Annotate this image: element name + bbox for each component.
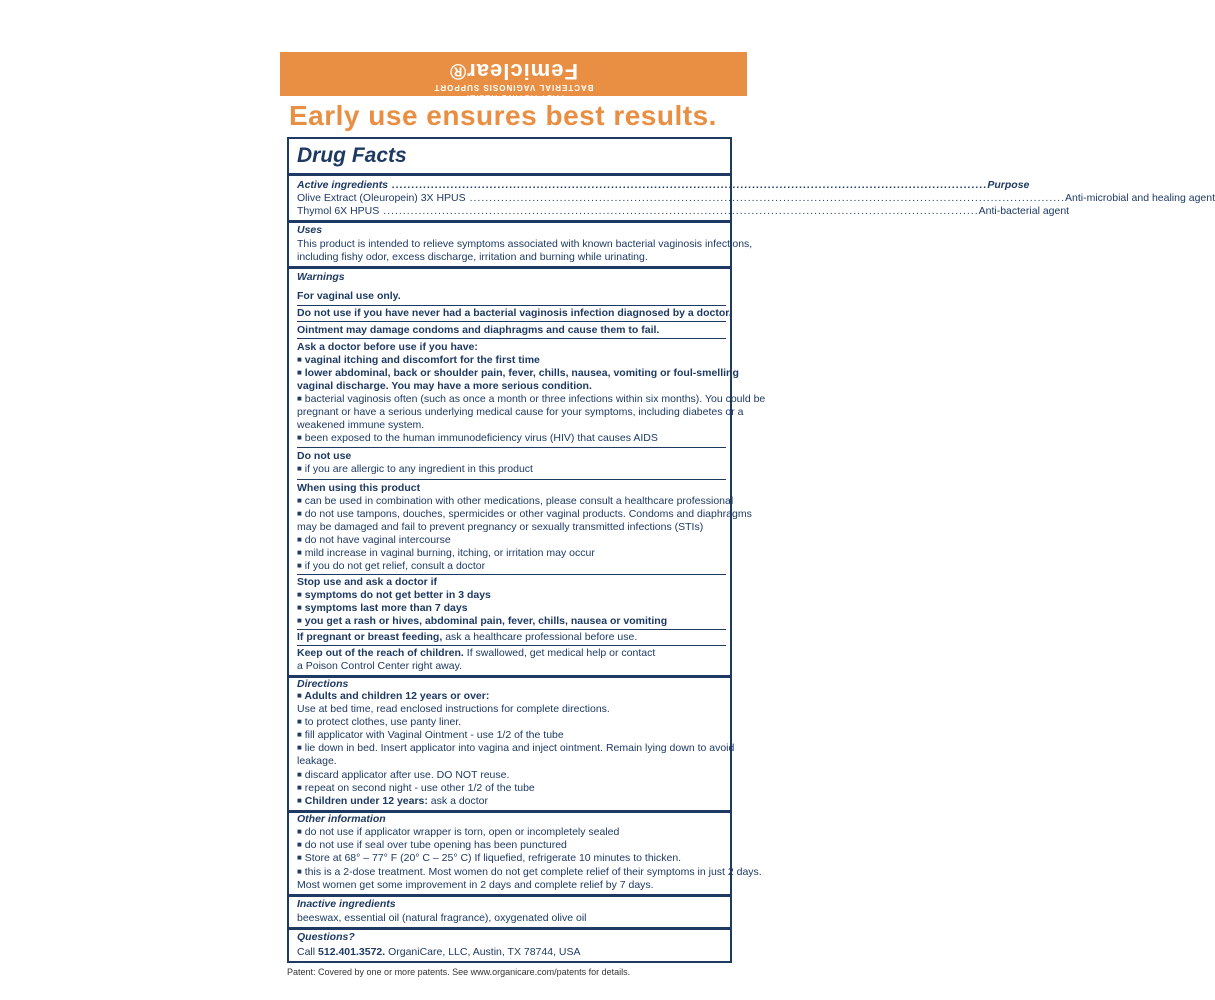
- divider: [297, 629, 726, 630]
- bullet-icon: ■: [297, 561, 302, 570]
- bullet-icon: ■: [297, 691, 302, 700]
- bullet-icon: ■: [297, 433, 302, 442]
- do-not-use-never: Do not use if you have never had a bacterial vaginosis infection diagnosed by a doctor.: [297, 307, 732, 319]
- drug-facts-title: Drug Facts: [297, 144, 407, 167]
- divider: [289, 927, 730, 930]
- leader-dots: ........................................................................................................................................................: [388, 179, 988, 191]
- ask-doctor-item-cont: vaginal discharge. You may have a more serious condition.: [297, 380, 592, 392]
- bullet-icon: ■: [297, 603, 302, 612]
- ask-doctor-header: Ask a doctor before use if you have:: [297, 341, 478, 353]
- active-ingredient-row: [297, 205, 1070, 217]
- directions-item: ■ repeat on second night - use other 1/2 of the tube: [297, 782, 535, 794]
- flap-text-rotated: [280, 52, 747, 102]
- divider: [289, 675, 730, 678]
- stop-use-item: ■ you get a rash or hives, abdominal pain, fever, chills, nausea or vomiting: [297, 615, 668, 627]
- bullet-icon: ■: [297, 616, 302, 625]
- uses-text: This product is intended to relieve symptoms associated with known bacterial vaginosis infections,: [297, 238, 753, 250]
- stop-use-header: Stop use and ask a doctor if: [297, 576, 438, 588]
- bullet-icon: ■: [297, 827, 302, 836]
- other-info-item: ■ do not use if seal over tube opening has been punctured: [297, 839, 567, 851]
- bullet-icon: ■: [297, 796, 302, 805]
- ingredient-purpose: Anti-bacterial agent: [978, 205, 1070, 217]
- bullet-icon: ■: [297, 368, 302, 377]
- directions-item-cont: leakage.: [297, 755, 337, 767]
- other-info-item: ■ do not use if applicator wrapper is torn, open or incompletely sealed: [297, 826, 620, 838]
- uses-header: Uses: [297, 224, 323, 236]
- bullet-icon: ■: [297, 840, 302, 849]
- when-using-item: ■ do not use tampons, douches, spermicides or other vaginal products. Condoms and diaphragms: [297, 508, 752, 520]
- when-using-item: ■ can be used in combination with other medications, please consult a healthcare professional: [297, 495, 734, 507]
- bullet-icon: ■: [297, 548, 302, 557]
- ask-doctor-item: ■ been exposed to the human immunodeficiency virus (HIV) that causes AIDS: [297, 432, 658, 444]
- other-info-item: ■ this is a 2-dose treatment. Most women do not get complete relief of their symptoms in just 2 days.: [297, 866, 762, 878]
- questions-header: Questions?: [297, 931, 355, 943]
- flap-tagline: FAST-ACTING RELIEF: [463, 93, 564, 102]
- directions-item: ■ discard applicator after use. DO NOT reuse.: [297, 769, 510, 781]
- stop-use-item: ■ symptoms last more than 7 days: [297, 602, 468, 614]
- divider: [289, 266, 730, 269]
- other-info-header: Other information: [297, 813, 386, 825]
- bullet-icon: ■: [297, 783, 302, 792]
- directions-children: ■ Children under 12 years: ask a doctor: [297, 795, 489, 807]
- bullet-icon: ■: [297, 509, 302, 518]
- active-ingredient-row: [297, 192, 1215, 204]
- bullet-icon: ■: [297, 464, 302, 473]
- bullet-icon: ■: [297, 355, 302, 364]
- leader-dots: ........................................................................................................................................................: [379, 205, 979, 217]
- contact-line: Call 512.401.3572. OrganiCare, LLC, Austin, TX 78744, USA: [297, 946, 581, 958]
- phone-number: 512.401.3572.: [318, 946, 386, 958]
- warnings-header: Warnings: [297, 271, 345, 283]
- inactive-header: Inactive ingredients: [297, 898, 396, 910]
- ingredient-name: Olive Extract (Oleuropein) 3X HPUS: [297, 192, 466, 204]
- purpose-header: Purpose: [987, 179, 1030, 191]
- bullet-icon: ■: [297, 394, 302, 403]
- divider: [297, 321, 726, 322]
- uses-text: including fishy odor, excess discharge, irritation and burning while urinating.: [297, 251, 648, 263]
- keep-out-of-reach-cont: a Poison Control Center right away.: [297, 660, 462, 672]
- when-using-item: ■ if you do not get relief, consult a doctor: [297, 560, 486, 572]
- flap-subtitle: BACTERIAL VAGINOSIS SUPPORT: [433, 83, 594, 92]
- drug-facts-panel: [287, 137, 1215, 963]
- divider: [289, 220, 730, 223]
- pregnant-warning: If pregnant or breast feeding, ask a healthcare professional before use.: [297, 631, 638, 643]
- bullet-icon: ■: [297, 717, 302, 726]
- active-header: Active ingredients: [297, 179, 389, 191]
- divider: [297, 574, 726, 575]
- ask-doctor-item-cont: weakened immune system.: [297, 419, 425, 431]
- other-info-item: ■ Store at 68° – 77° F (20° C – 25° C) If liquefied, refrigerate 10 minutes to thicken.: [297, 852, 682, 864]
- divider: [297, 479, 726, 480]
- when-using-item: ■ mild increase in vaginal burning, itching, or irritation may occur: [297, 547, 595, 559]
- bullet-icon: ■: [297, 867, 302, 876]
- active-ingredients-header-row: [297, 179, 1030, 191]
- bullet-icon: ■: [297, 730, 302, 739]
- brand-name: Femiclear®: [449, 59, 578, 84]
- bullet-icon: ■: [297, 743, 302, 752]
- divider: [297, 305, 726, 306]
- bullet-icon: ■: [297, 770, 302, 779]
- when-using-item: ■ do not have vaginal intercourse: [297, 534, 451, 546]
- directions-header: Directions: [297, 678, 349, 690]
- directions-item: ■ to protect clothes, use panty liner.: [297, 716, 462, 728]
- other-info-item-cont: Most women get some improvement in 2 days and complete relief by 7 days.: [297, 879, 654, 891]
- divider: [297, 645, 726, 646]
- ask-doctor-item: ■ lower abdominal, back or shoulder pain, fever, chills, nausea, vomiting or foul-smelling: [297, 367, 739, 379]
- ask-doctor-item: ■ vaginal itching and discomfort for the first time: [297, 354, 540, 366]
- bullet-icon: ■: [297, 535, 302, 544]
- divider: [289, 894, 730, 897]
- ingredient-name: Thymol 6X HPUS: [297, 205, 380, 217]
- bullet-icon: ■: [297, 853, 302, 862]
- ingredient-purpose: Anti-microbial and healing agent: [1065, 192, 1215, 204]
- do-not-use-header: Do not use: [297, 450, 352, 462]
- ointment-warning: Ointment may damage condoms and diaphragms and cause them to fail.: [297, 324, 660, 336]
- divider: [297, 338, 726, 339]
- vaginal-use-only: For vaginal use only.: [297, 290, 401, 302]
- when-using-item-cont: may be damaged and fail to prevent pregnancy or sexually transmitted infections (STIs): [297, 521, 704, 533]
- do-not-use-item: ■ if you are allergic to any ingredient in this product: [297, 463, 533, 475]
- directions-adults: ■ Adults and children 12 years or over:: [297, 690, 490, 702]
- inactive-ingredients: beeswax, essential oil (natural fragrance), oxygenated olive oil: [297, 912, 587, 924]
- keep-out-of-reach: Keep out of the reach of children. If swallowed, get medical help or contact: [297, 647, 656, 659]
- directions-item: ■ fill applicator with Vaginal Ointment - use 1/2 of the tube: [297, 729, 564, 741]
- ask-doctor-item-cont: pregnant or have a serious underlying medical cause for your symptoms, including diabetes or a: [297, 406, 744, 418]
- bullet-icon: ■: [297, 496, 302, 505]
- leader-dots: ........................................................................................................................................................: [465, 192, 1065, 204]
- divider: [297, 447, 726, 448]
- ask-doctor-item: ■ bacterial vaginosis often (such as once a month or three infections within six months). You could be: [297, 393, 766, 405]
- headline: Early use ensures best results.: [289, 100, 717, 131]
- bullet-icon: ■: [297, 590, 302, 599]
- when-using-header: When using this product: [297, 482, 421, 494]
- box-top-flap: [280, 52, 747, 102]
- stop-use-item: ■ symptoms do not get better in 3 days: [297, 589, 491, 601]
- directions-item: ■ lie down in bed. Insert applicator into vagina and inject ointment. Remain lying down to avoid: [297, 742, 735, 754]
- directions-text: Use at bed time, read enclosed instructions for complete directions.: [297, 703, 610, 715]
- divider: [289, 173, 730, 176]
- patent-notice: Patent: Covered by one or more patents. See www.organicare.com/patents for details.: [287, 967, 631, 977]
